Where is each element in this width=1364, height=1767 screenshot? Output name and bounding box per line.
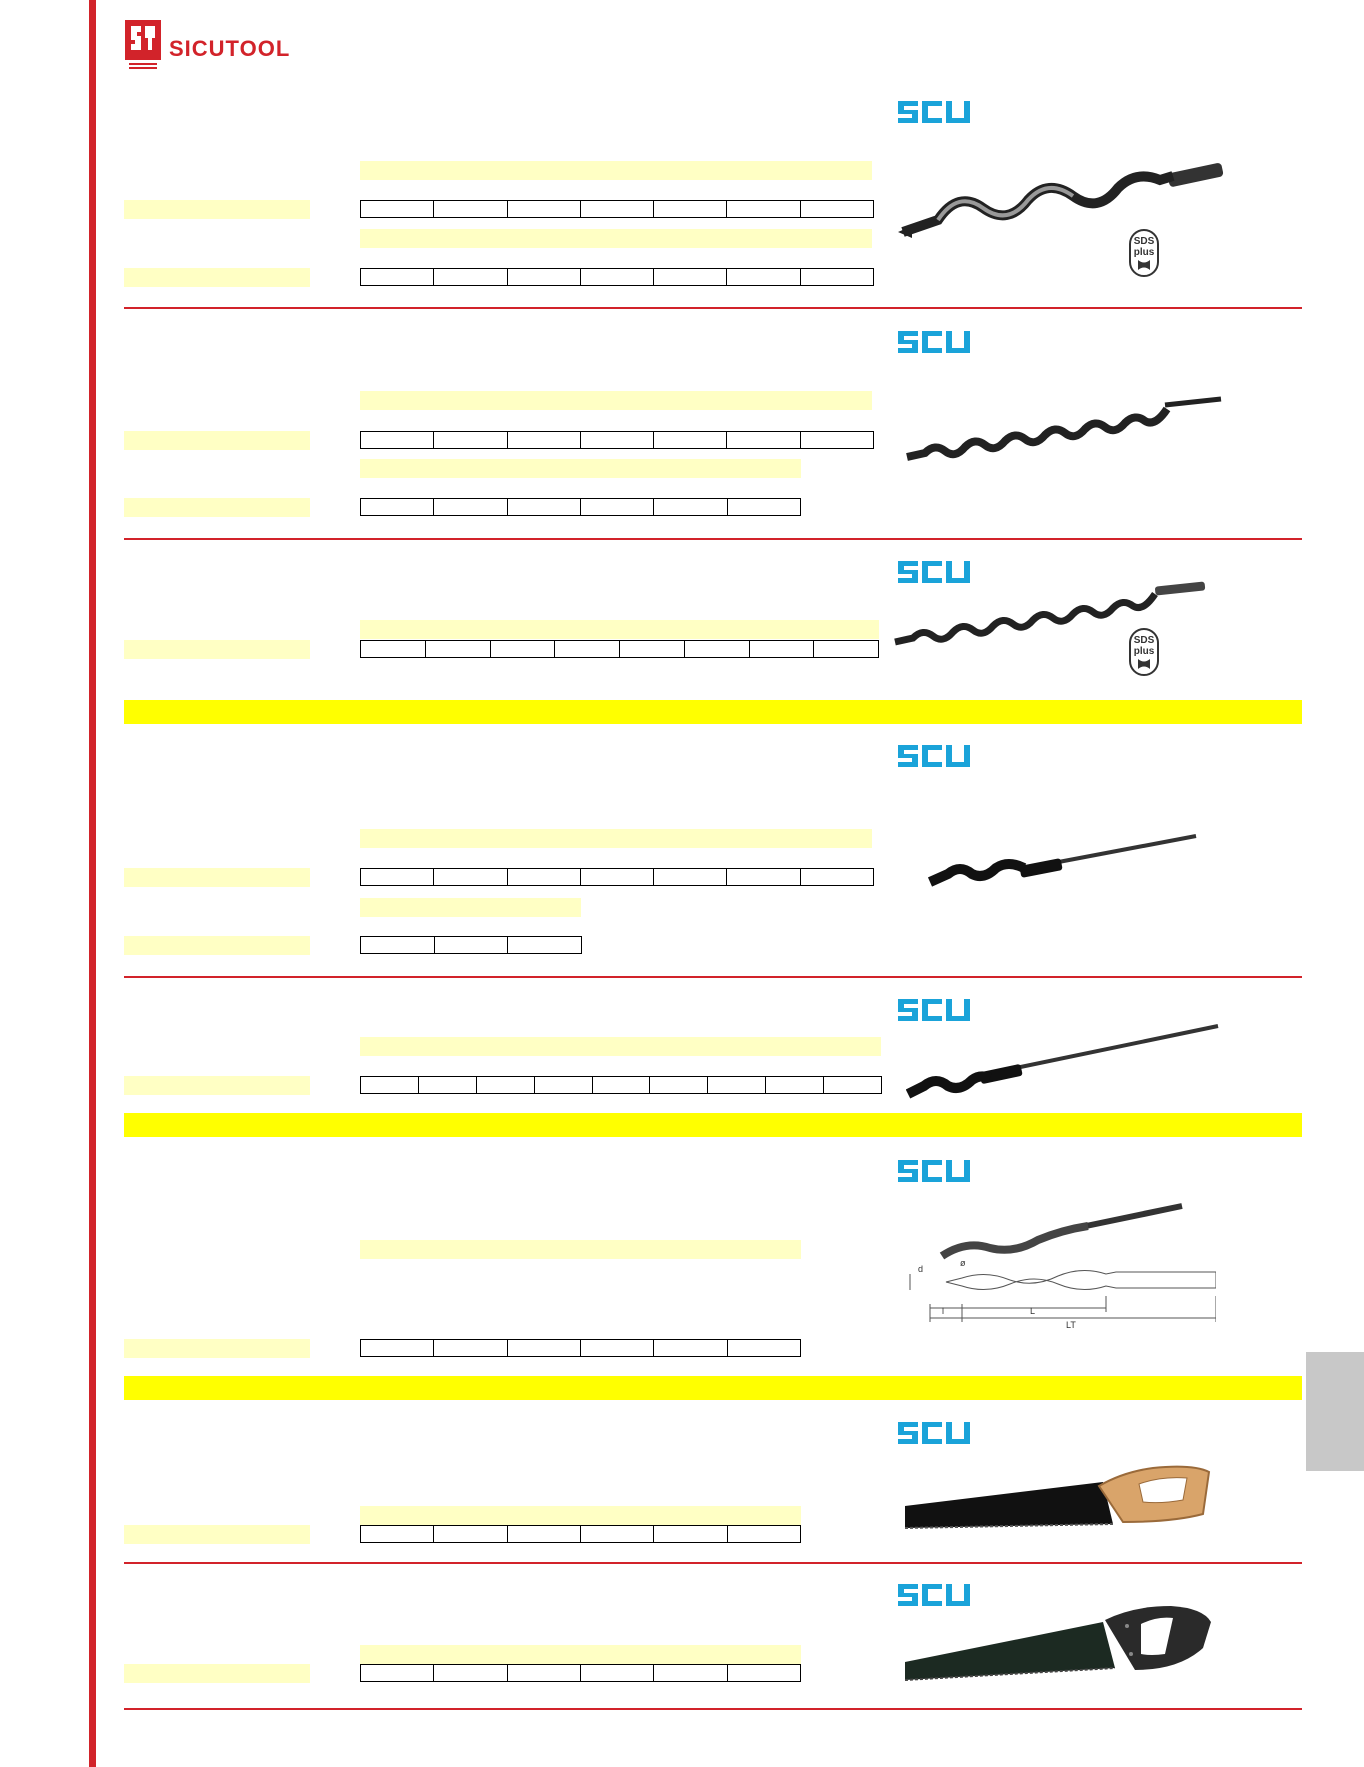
scu-logo-icon [896,98,976,126]
row-label-bar [124,268,310,287]
data-table-row [360,431,874,449]
sds-plus-badge-icon [1129,628,1159,676]
section-side-tab [1306,1352,1364,1471]
sds-badge-line2: plus [1133,646,1155,657]
row-label-bar [124,498,310,517]
data-table-row [360,868,874,886]
sicutool-logo [125,20,325,72]
row-label-bar [124,868,310,887]
diagram-label-d: d [918,1264,924,1274]
row-label-bar [124,640,310,659]
section-divider [124,1708,1302,1710]
row-label-bar [124,200,310,219]
diagram-label-LT: LT [1066,1320,1076,1330]
row-label-bar [124,936,310,955]
table-header-bar [360,161,872,180]
table-header-bar [360,829,872,848]
diagram-label-diameter: ø [960,1258,966,1268]
hand-saw-image [903,1464,1215,1534]
table-header-bar [360,620,879,639]
auger-bit-image [893,580,1211,650]
data-table-row [360,936,582,954]
category-band [124,1376,1302,1400]
table-header-bar [360,459,801,478]
row-label-bar [124,1339,310,1358]
table-header-bar [360,1506,801,1525]
auger-bit-image [905,395,1225,465]
scu-logo-icon [896,996,976,1024]
scu-logo-icon [896,328,976,356]
hand-saw-image [903,1604,1215,1684]
table-header-bar [360,1645,801,1664]
data-table-row [360,1664,801,1682]
data-table-row [360,268,874,286]
sds-badge-line2: plus [1133,247,1155,258]
data-table-row [360,1339,801,1357]
row-label-bar [124,1076,310,1095]
table-header-bar [360,391,872,410]
data-table-row [360,498,801,516]
auger-bit-image [898,160,1228,240]
sds-badge-line1: SDS [1133,635,1155,646]
table-header-bar [360,229,872,248]
row-label-bar [124,1664,310,1683]
drill-bit-diagram [906,1200,1216,1330]
sds-plus-badge-icon [1129,229,1159,277]
scu-logo-icon [896,1157,976,1185]
diagram-label-L: L [1030,1306,1036,1316]
data-table-row [360,1076,882,1094]
scu-logo-icon [896,1419,976,1447]
category-band [124,1113,1302,1137]
section-divider [124,976,1302,978]
section-divider [124,538,1302,540]
drill-bit-image [906,1022,1222,1102]
brand-name: SICUTOOL [169,36,291,61]
section-divider [124,307,1302,309]
sicutool-logo-icon [125,20,161,70]
drill-bit-image [928,828,1198,888]
row-label-bar [124,431,310,450]
data-table-row [360,200,874,218]
table-header-bar [360,1240,801,1259]
category-band [124,700,1302,724]
left-margin-rule [89,0,96,1767]
row-label-bar [124,1525,310,1544]
section-divider [124,1562,1302,1564]
diagram-label-l: l [942,1306,944,1316]
data-table-row [360,640,879,658]
table-header-bar [360,898,581,917]
sds-badge-line1: SDS [1133,236,1155,247]
scu-logo-icon [896,742,976,770]
table-header-bar [360,1037,881,1056]
data-table-row [360,1525,801,1543]
